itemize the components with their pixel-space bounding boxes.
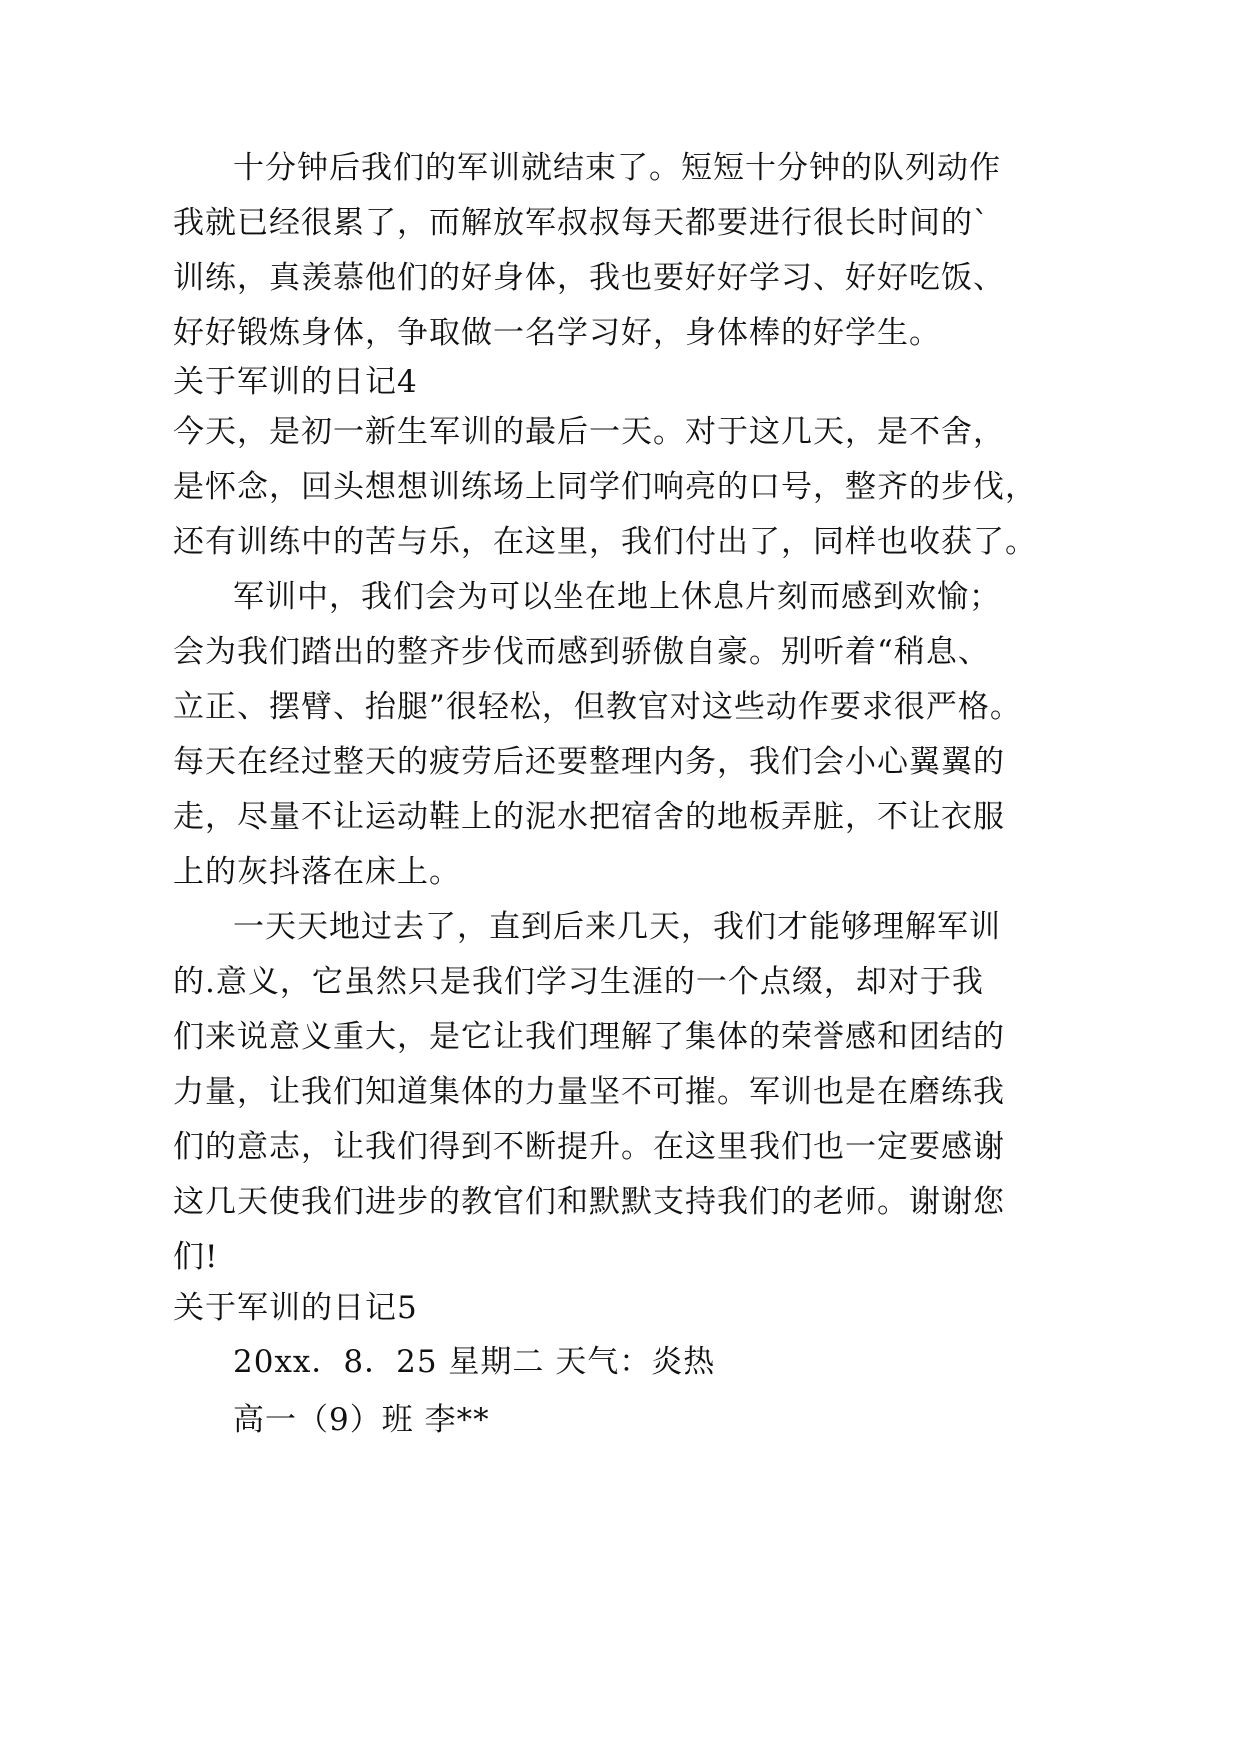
paragraph-4-line-3: 们来说意义重大，是它让我们理解了集体的荣誉感和团结的 [173, 1019, 1005, 1055]
paragraph-3-line-5: 走，尽量不让运动鞋上的泥水把宿舍的地板弄脏，不让衣服 [173, 799, 1005, 835]
paragraph-2-line-1: 今天，是初一新生军训的最后一天。对于这几天，是不舍， [173, 414, 1005, 450]
paragraph-1-line-3: 训练，真羡慕他们的好身体，我也要好好学习、好好吃饭、 [173, 260, 1005, 296]
paragraph-1-line-2: 我就已经很累了，而解放军叔叔每天都要进行很长时间的` [173, 205, 990, 241]
paragraph-4-line-5: 们的意志，让我们得到不断提升。在这里我们也一定要感谢 [173, 1129, 1005, 1165]
paragraph-4-line-6: 这几天使我们进步的教官们和默默支持我们的老师。谢谢您 [173, 1184, 1005, 1220]
paragraph-2-line-3: 还有训练中的苦与乐，在这里，我们付出了，同样也收获了。 [173, 524, 1037, 560]
paragraph-4-line-1: 一天天地过去了，直到后来几天，我们才能够理解军训 [233, 909, 1001, 945]
paragraph-3-line-3: 立正、摆臂、抬腿”很轻松，但教官对这些动作要求很严格。 [173, 689, 1022, 725]
paragraph-3-line-4: 每天在经过整天的疲劳后还要整理内务，我们会小心翼翼的 [173, 744, 1005, 780]
paragraph-1-line-1: 十分钟后我们的军训就结束了。短短十分钟的队列动作 [233, 150, 1001, 186]
paragraph-2-line-2: 是怀念，回头想想训练场上同学们响亮的口号，整齐的步伐， [173, 469, 1037, 505]
section-heading-4: 关于军训的日记4 [173, 364, 418, 400]
diary-author-line: 高一（9）班 李** [233, 1402, 490, 1438]
paragraph-3-line-2: 会为我们踏出的整齐步伐而感到骄傲自豪。别听着“稍息、 [173, 634, 990, 670]
paragraph-4-line-4: 力量，让我们知道集体的力量坚不可摧。军训也是在磨练我 [173, 1074, 1005, 1110]
paragraph-3-line-6: 上的灰抖落在床上。 [173, 854, 461, 890]
paragraph-1-line-4: 好好锻炼身体，争取做一名学习好，身体棒的好学生。 [173, 315, 941, 351]
section-heading-5: 关于军训的日记5 [173, 1290, 418, 1326]
paragraph-3-line-1: 军训中，我们会为可以坐在地上休息片刻而感到欢愉； [233, 579, 1001, 615]
diary-date-line: 20xx．8．25 星期二 天气：炎热 [233, 1344, 716, 1380]
paragraph-4-line-2: 的.意义，它虽然只是我们学习生涯的一个点缀，却对于我 [173, 964, 984, 1000]
paragraph-4-line-7: 们! [173, 1239, 219, 1275]
